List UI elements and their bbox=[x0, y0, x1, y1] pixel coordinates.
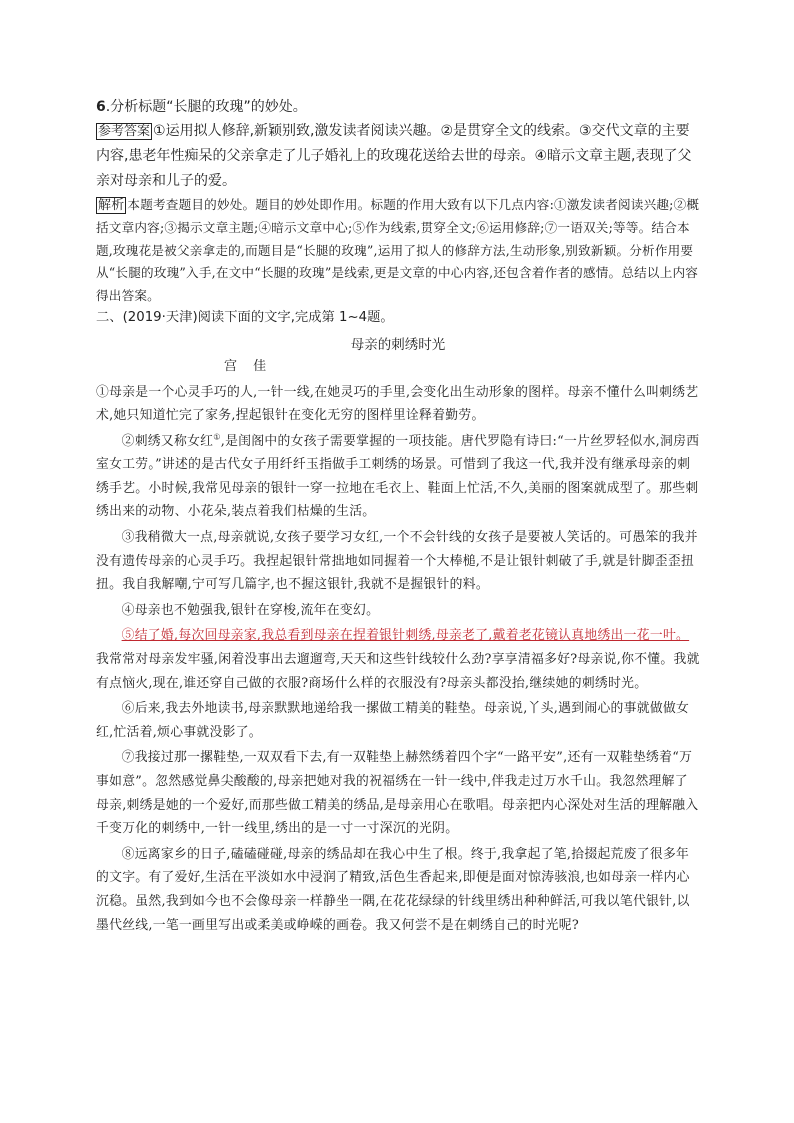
footnote-marker: ① bbox=[213, 432, 221, 442]
paragraph-2 bbox=[96, 430, 700, 524]
paragraph-1: ①母亲是一个心灵手巧的人,一针一线,在她灵巧的手里,会变化出生动形象的图样。母亲不懂什么叫刺绣艺术,她只知道忙完了家务,捏起银针在变化无穷的图样里诠释着勤劳。 bbox=[96, 384, 699, 424]
question-text: .分析标题“长腿的玫瑰”的妙处。 bbox=[105, 99, 307, 115]
paragraph-6: ⑥后来,我去外地读书,母亲默默地递给我一摞做工精美的鞋垫。母亲说,丫头,遇到闹心的事就做做女红,忙活着,烦心事就没影了。 bbox=[96, 701, 690, 740]
answer-text: ①运用拟人修辞,新颖别致,激发读者阅读兴趣。②是贯穿全文的线索。③交代文章的主要内容,患老年性痴呆的父亲拿走了儿子婚礼上的玫瑰花送给去世的母亲。④暗示文章主题,表现了父亲对母亲和儿子的爱。 bbox=[96, 122, 692, 189]
analysis-tag: 解析 bbox=[98, 197, 125, 213]
article-author: 宫 佳 bbox=[224, 359, 273, 374]
paragraph-8: ⑧远离家乡的日子,磕磕碰碰,母亲的绣品却在我心中生了根。终于,我拿起了笔,拾掇起荒废了很多年的文字。有了爱好,生活在平淡如水中浸润了精致,活色生香起来,即便是面对惊涛骇浪,也如母亲一样内心沉稳。虽然,我到如今也不会像母亲一样静坐一隅,在花花绿绿的针线里绣出种种鲜活,可我以笔代银针,以墨代丝线,一笔一画里写出或柔美或峥嵘的画卷。我又何尝不是在刺绣自己的时光呢? bbox=[96, 846, 690, 933]
analysis-text: 本题考查题目的妙处。题目的妙处即作用。标题的作用大致有以下几点内容:①激发读者阅读兴趣;②概括文章内容;③揭示文章主题;④暗示文章中心;⑤作为线索,贯穿全文;⑥运用修辞;⑦一语双关;等等。结合本题,玫瑰花是被父亲拿走的,而题目是“长腿的玫瑰”,运用了拟人的修辞方法,生动形象,别致新颖。分析作用要从“长腿的玫瑰”入手,在文中“长腿的玫瑰”是线索,更是文章的中心内容,还包含着作者的感情。总结以上内容得出答案。 bbox=[96, 196, 700, 303]
reference-answer bbox=[96, 119, 700, 194]
paragraph-4: ④母亲也不勉强我,银针在穿梭,流年在变幻。 bbox=[121, 602, 380, 618]
question-number: 6 bbox=[96, 99, 106, 115]
answer-tag: 参考答案 bbox=[98, 123, 151, 139]
paragraph-2-start: ②刺绣又称女红 bbox=[121, 433, 214, 449]
paragraph-5 bbox=[96, 624, 700, 695]
article-title: 母亲的刺绣时光 bbox=[350, 336, 446, 353]
analysis bbox=[96, 194, 700, 308]
section-heading: 二、(2019·天津)阅读下面的文字,完成第 1~4题。 bbox=[96, 310, 394, 325]
highlighted-sentence: ⑤结了婚,每次回母亲家,我总看到母亲在捏着银针刺绣,母亲老了,戴着老花镜认真地绣出一花一叶。 bbox=[121, 628, 690, 644]
paragraph-3: ③我稍微大一点,母亲就说,女孩子要学习女红,一个不会针线的女孩子是要被人笑话的。可愚笨的我并没有遗传母亲的心灵手巧。我捏起银针常拙地如同握着一个大棒槌,不是让银针刺破了手,就是针脚歪歪扭扭。我自我解嘲,宁可写几篇字,也不握这银针,我就不是握银针的料。 bbox=[96, 530, 698, 593]
paragraph-2-rest: ,是闺阁中的女孩子需要掌握的一项技能。唐代罗隐有诗曰:“一片丝罗轻似水,洞房西室女工劳。”讲述的是古代女子用纤纤玉指做手工刺绣的场景。可惜到了我这一代,我并没有继承母亲的刺绣手艺。小时候,我常见母亲的银针一穿一拉地在毛衣上、鞋面上忙活,不久,美丽的图案就成型了。那些刺绣出来的动物、小花朵,装点着我们枯燥的生活。 bbox=[96, 433, 700, 520]
question-6 bbox=[96, 96, 700, 119]
paragraph-7: ⑦我接过那一摞鞋垫,一双双看下去,有一双鞋垫上赫然绣着四个字“一路平安”,还有一双鞋垫绣着“万事如意”。忽然感觉鼻尖酸酸的,母亲把她对我的祝福绣在一针一线中,伴我走过万水千山。我忽然理解了母亲,刺绣是她的一个爱好,而那些做工精美的绣品,是母亲用心在歌唱。母亲把内心深处对生活的理解融入千变万化的刺绣中,一针一线里,绣出的是一寸一寸深沉的光阴。 bbox=[96, 750, 699, 837]
document-page bbox=[96, 96, 700, 937]
paragraph-5-rest: 我常常对母亲发牢骚,闲着没事出去遛遛弯,天天和这些针线较什么劲?享享清福多好?母亲说,你不懂。我就有点恼火,现在,谁还穿自己做的衣服?商场什么样的衣服没有?母亲头都没抬,继续她的刺绣时光。 bbox=[96, 652, 700, 691]
